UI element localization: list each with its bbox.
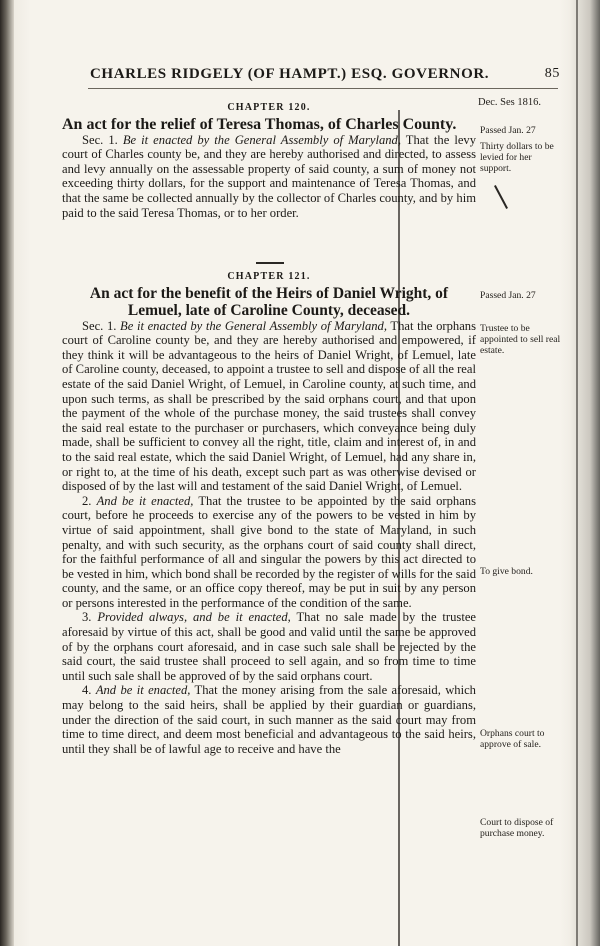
chapter-label: CHAPTER 120. (227, 102, 311, 113)
margin-note-sec3: Orphans court to approve of sale. (480, 728, 545, 750)
binding-shadow (0, 0, 14, 946)
margin-note-sec2: To give bond. (480, 566, 533, 577)
session-note: Dec. Ses 1816. (478, 97, 541, 108)
section-text: That the levy court of Charles county be, and they are hereby authorised and directed, to assess and levy annually on the assessable property of said county, a sum of money not exceeding thirty dollars, for the support and maintenance of Teresa Thomas, and that the same be collected annually by the collector of Charles county, and by him paid to the said Teresa Thomas, or to her order. (62, 132, 476, 220)
chapter-label: CHAPTER 121. (227, 271, 311, 282)
enacting-clause: Provided always, and be it enacted, (97, 610, 291, 625)
section-1 (62, 133, 476, 221)
running-title: CHARLES RIDGELY (OF HAMPT.) ESQ. GOVERNOR. (90, 66, 490, 82)
section-number: 4. (82, 683, 96, 698)
section-1 (62, 319, 476, 494)
margin-passed-121: Passed Jan. 27 (480, 290, 536, 301)
ink-mark (494, 185, 508, 209)
enacting-clause: Be it enacted by the General Assembly of Maryland, (122, 132, 401, 147)
act-title: An act for the benefit of the Heirs of Daniel Wright, of Lemuel, late of Caroline County, deceased. (89, 284, 449, 319)
section-text: That the orphans court of Caroline county be, and they are hereby authorised and empowered, if they think it will be advantageous to the heirs of Daniel Wright, of Lemuel, late of Caroline county, deceased, to appoint a trustee to sell and dispose of all the real estate of the said Daniel Wright, of Lemuel, in Caroline county, at such time, and upon such terms, as shall be prescribed by the said orphans court, and that upon the payment of the whole of the purchase money, the said trustees shall convey the said real estate to the purchaser or purchasers, which conveyance being duly made, shall be sufficient to convey all the right, title, claim and interest of, in and to the said real estate, which the said Daniel Wright, of Lemuel, had any share in, or right to, at the time of his death, except such part as was otherwise devised or disposed of by the last will and testament of the said Daniel Wright, of Lemuel. (62, 318, 476, 494)
page-number: 85 (544, 66, 560, 81)
section-number: 2. (82, 493, 97, 508)
section-2 (62, 494, 476, 611)
scan-edge-line (576, 0, 578, 946)
enacting-clause: And be it enacted, (96, 493, 194, 508)
section-number: 3. (82, 610, 98, 625)
chapter-121 (62, 270, 476, 756)
section-text: That the trustee to be appointed by the said orphans court, before he proceeds to exercise any of the powers to be vested in him by virtue of said appointment, shall give bond to the state of Maryland, in such penalty, and with such security, as the orphans court of said county shall direct, for the faithful performance of all and singular the powers by this act directed to be vested in him, which bond shall be recorded by the register of wills for the said county, and the same, or an office copy thereof, may be put in suit by any person or persons interested in the performance of the condition of the same. (62, 493, 476, 610)
running-header (90, 66, 560, 83)
section-text: That no sale made by the trustee aforesaid by virtue of this act, shall be good and valid until the same be approved of by the orphans court aforesaid, and in case such sale shall be rejected by the said court, the said trustee shall proceed to sell again, and so from time to time until such sale shall be approved of by the said orphans court. (62, 610, 477, 683)
enacting-clause: And be it enacted, (95, 683, 191, 698)
page-edge-shadow (570, 0, 600, 946)
margin-note-sec4: Court to dispose of purchase money. (480, 817, 554, 839)
section-text: That the money arising from the sale aforesaid, which may belong to the said heirs, shall be applied by their guardian or guardians, under the direction of the said court, in such manner as the said court may from time to time direct, and deem most beneficial and advantageous to the said heirs, until they shall be of lawful age to receive and have the (62, 683, 476, 756)
section-3 (62, 610, 476, 683)
margin-note-120: Thirty dollars to be levied for her support. (480, 141, 554, 174)
section-number: Sec. 1. (82, 132, 123, 147)
enacting-clause: Be it enacted by the General Assembly of Maryland, (120, 318, 387, 333)
act-title: An act for the relief of Teresa Thomas, of Charles County. (62, 115, 457, 133)
header-rule (88, 88, 558, 89)
section-4 (62, 683, 476, 756)
margin-note-sec1: Trustee to be appointed to sell real estate. (480, 323, 561, 356)
chapter-120 (62, 101, 476, 220)
section-number: Sec. 1. (82, 318, 121, 333)
margin-passed-120: Passed Jan. 27 (480, 125, 536, 136)
section-divider (256, 262, 284, 264)
